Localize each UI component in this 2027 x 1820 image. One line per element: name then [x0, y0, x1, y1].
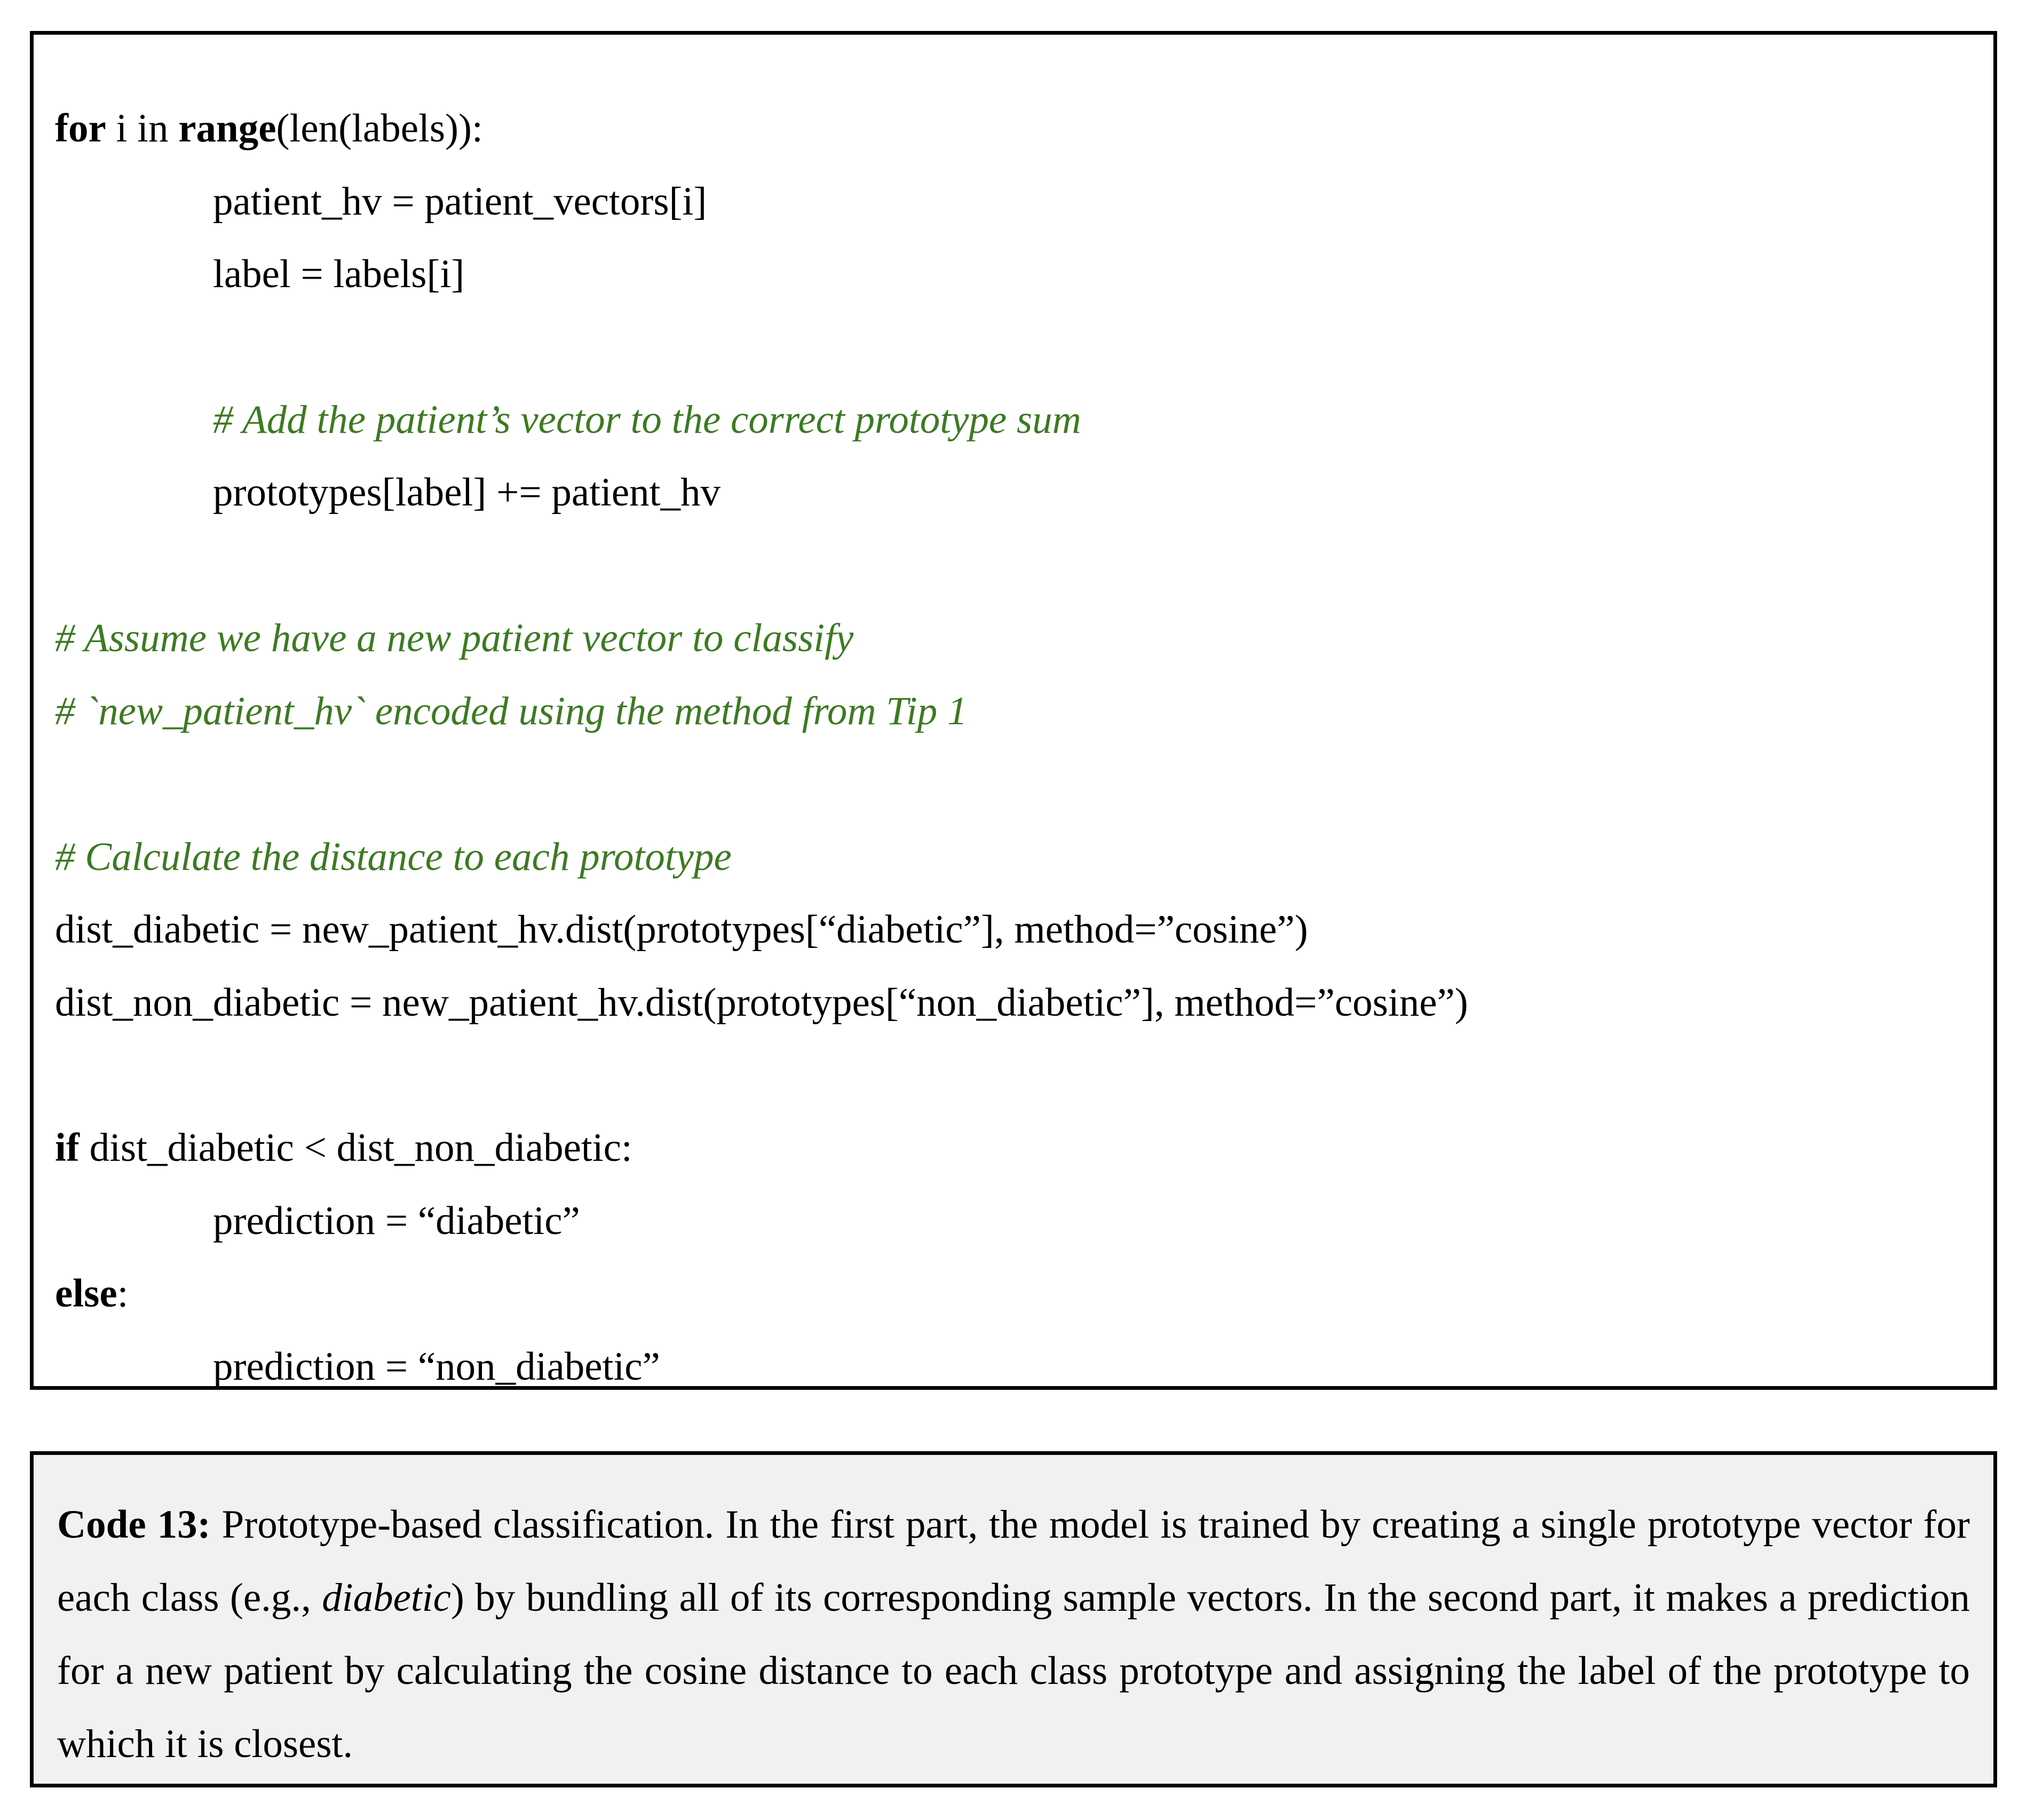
code-line-else [55, 1264, 128, 1323]
caption-emphasis: diabetic [322, 1576, 451, 1620]
code-text: : [117, 1271, 129, 1316]
code-line-prototypes-sum: prototypes[label] += patient_hv [213, 470, 721, 515]
caption-text-part1: Prototype-based classification. In the first part, the model is trained by creating a single prototype vector for each class (e.g., [57, 1502, 1970, 1620]
code-line-for-loop [55, 99, 483, 158]
code-text: dist_diabetic < dist_non_diabetic: [79, 1126, 632, 1170]
caption-label: Code 13: [57, 1502, 211, 1547]
code-text: (len(labels)): [276, 106, 483, 151]
code-comment-encoded-tip1: # `new_patient_hv` encoded using the method from Tip 1 [55, 689, 968, 733]
keyword-else: else [55, 1271, 117, 1316]
code-line-if [55, 1119, 632, 1177]
caption-text-part2: ) by bundling all of its corresponding sample vectors. In the second part, it makes a prediction for a new patient by calculating the cosine distance to each class prototype and assigning the label of the prototype to which it is closest. [57, 1576, 1970, 1766]
code-comment-add-vector: # Add the patient’s vector to the correct prototype sum [213, 398, 1081, 442]
code-text: i in [106, 106, 179, 151]
code-caption [57, 1488, 1970, 1781]
code-line-dist-diabetic: dist_diabetic = new_patient_hv.dist(prototypes[“diabetic”], method=”cosine”) [55, 907, 1308, 952]
code-line-label: label = labels[i] [213, 252, 465, 296]
code-comment-assume-new-patient: # Assume we have a new patient vector to classify [55, 616, 854, 660]
keyword-for: for [55, 106, 106, 151]
code-line-dist-non-diabetic: dist_non_diabetic = new_patient_hv.dist(prototypes[“non_diabetic”], method=”cosine”) [55, 980, 1468, 1025]
code-comment-calculate-distance: # Calculate the distance to each prototype [55, 835, 732, 879]
code-line-prediction-diabetic: prediction = “diabetic” [213, 1199, 580, 1243]
code-caption-box [30, 1451, 1997, 1787]
code-line-prediction-non-diabetic: prediction = “non_diabetic” [213, 1344, 660, 1389]
code-listing-box [30, 31, 1997, 1390]
keyword-if: if [55, 1126, 80, 1170]
code-line-patient-hv: patient_hv = patient_vectors[i] [213, 179, 707, 224]
keyword-range: range [178, 106, 276, 151]
